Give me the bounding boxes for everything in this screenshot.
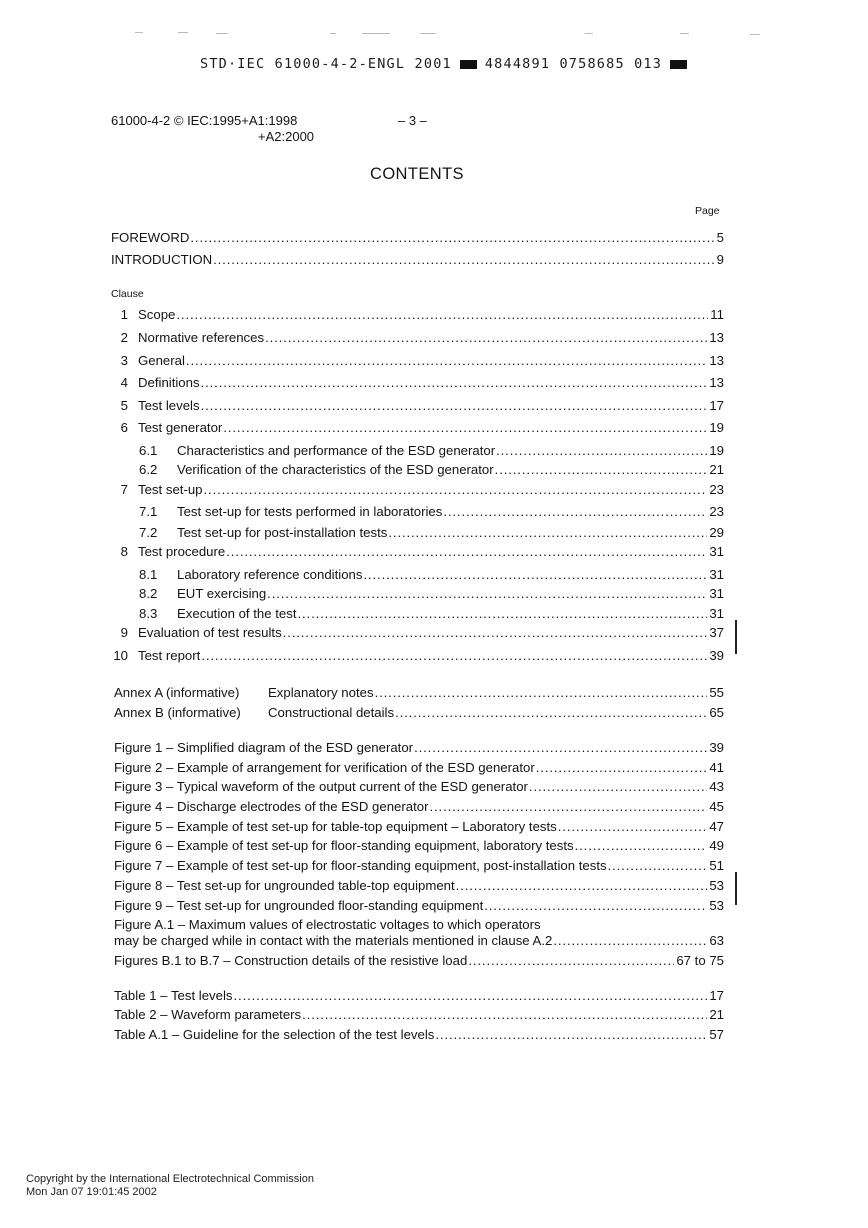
table-label: Table 2 – Waveform parameters xyxy=(114,1007,302,1022)
leader-dots xyxy=(575,837,708,854)
toc-subclause[interactable] xyxy=(111,524,724,541)
toc-entry-label: FOREWORD xyxy=(111,230,190,245)
clause-page: 31 xyxy=(709,586,724,601)
figure-label: Figure 9 – Test set-up for ungrounded floor-standing equipment xyxy=(114,898,484,913)
figure-label: Figure 6 – Example of test set-up for floor-standing equipment, laboratory tests xyxy=(114,838,574,853)
toc-figure[interactable] xyxy=(114,798,724,815)
annex-label: Annex A (informative) xyxy=(114,685,240,700)
clause-number: 6.2 xyxy=(139,462,158,477)
clause-number: 7.2 xyxy=(139,525,158,540)
toc-table[interactable] xyxy=(114,1026,724,1043)
clause-number: 2 xyxy=(120,330,128,345)
clause-page: 23 xyxy=(709,482,724,497)
scan-speck xyxy=(330,33,336,34)
leader-dots xyxy=(186,352,707,369)
clause-page: 19 xyxy=(709,443,724,458)
figure-label: Figure 8 – Test set-up for ungrounded table-top equipment xyxy=(114,878,455,893)
leader-dots xyxy=(204,481,708,498)
toc-entry-page: 9 xyxy=(716,252,724,267)
footer-timestamp: Mon Jan 07 19:01:45 2002 xyxy=(26,1186,157,1198)
clause-label: Test report xyxy=(138,648,201,663)
annex-page: 65 xyxy=(709,705,724,720)
leader-dots xyxy=(495,461,708,478)
doc-amendment: +A2:2000 xyxy=(258,129,315,144)
toc-entry-introduction[interactable] xyxy=(111,251,724,268)
clause-label: Test procedure xyxy=(138,544,226,559)
clause-page: 11 xyxy=(710,307,724,322)
toc-clause[interactable] xyxy=(111,624,724,641)
leader-dots xyxy=(395,704,707,721)
toc-subclause[interactable] xyxy=(111,503,724,520)
toc-subclause[interactable] xyxy=(111,585,724,602)
leader-dots xyxy=(302,1006,707,1023)
toc-figure[interactable] xyxy=(114,818,724,835)
leader-dots xyxy=(388,524,707,541)
scan-speck xyxy=(216,33,228,34)
leader-dots xyxy=(443,503,707,520)
scan-speck xyxy=(362,33,390,34)
stamp-numbers: 4844891 0758685 013 xyxy=(484,56,663,72)
scan-speck xyxy=(178,32,188,33)
toc-figure-a1[interactable] xyxy=(114,932,724,949)
toc-entry-page: 5 xyxy=(716,230,724,245)
toc-table[interactable] xyxy=(114,987,724,1004)
figure-page: 39 xyxy=(709,740,724,755)
toc-clause[interactable] xyxy=(111,306,724,323)
toc-figure[interactable] xyxy=(114,778,724,795)
leader-dots xyxy=(558,818,708,835)
clause-label: Verification of the characteristics of the ESD generator xyxy=(177,462,494,477)
toc-figure[interactable] xyxy=(114,739,724,756)
toc-clause[interactable] xyxy=(111,647,724,664)
toc-figure[interactable] xyxy=(114,837,724,854)
clause-number: 10 xyxy=(113,648,128,663)
doc-reference: 61000-4-2 © IEC:1995+A1:1998 xyxy=(111,113,298,128)
leader-dots xyxy=(267,585,707,602)
toc-clause[interactable] xyxy=(111,352,724,369)
toc-figure[interactable] xyxy=(114,759,724,776)
leader-dots xyxy=(496,442,707,459)
figure-page: 63 xyxy=(709,933,724,948)
leader-dots xyxy=(484,897,707,914)
clause-label: Normative references xyxy=(138,330,265,345)
table-label: Table A.1 – Guideline for the selection of the test levels xyxy=(114,1027,435,1042)
clause-number: 8.2 xyxy=(139,586,158,601)
page-title: CONTENTS xyxy=(370,165,464,183)
toc-table[interactable] xyxy=(114,1006,724,1023)
clause-label: Characteristics and performance of the ESD generator xyxy=(177,443,496,458)
leader-dots xyxy=(298,605,708,622)
leader-dots xyxy=(553,932,707,949)
figure-page: 67 to 75 xyxy=(676,953,724,968)
toc-figure[interactable] xyxy=(114,877,724,894)
scan-speck xyxy=(680,33,689,34)
leader-dots xyxy=(283,624,708,641)
clause-page: 31 xyxy=(709,567,724,582)
clause-heading: Clause xyxy=(111,288,144,300)
clause-number: 6 xyxy=(120,420,128,435)
clause-page: 37 xyxy=(709,625,724,640)
clause-page: 29 xyxy=(709,525,724,540)
clause-label: EUT exercising xyxy=(177,586,267,601)
clause-number: 6.1 xyxy=(139,443,158,458)
document-stamp xyxy=(200,56,695,72)
clause-label: General xyxy=(138,353,185,368)
clause-number: 3 xyxy=(120,353,128,368)
table-page: 57 xyxy=(709,1027,724,1042)
clause-page: 23 xyxy=(709,504,724,519)
figure-page: 49 xyxy=(709,838,724,853)
annex-title: Explanatory notes xyxy=(268,685,374,700)
clause-page: 13 xyxy=(709,375,724,390)
leader-dots xyxy=(435,1026,707,1043)
clause-number: 7.1 xyxy=(139,504,158,519)
leader-dots xyxy=(375,684,708,701)
toc-clause[interactable] xyxy=(111,374,724,391)
clause-label: Test generator xyxy=(138,420,223,435)
leader-dots xyxy=(414,739,707,756)
page-column-label: Page xyxy=(695,205,720,217)
toc-subclause[interactable] xyxy=(111,605,724,622)
clause-label: Test set-up for post-installation tests xyxy=(177,525,388,540)
figure-page: 51 xyxy=(709,858,724,873)
leader-dots xyxy=(176,306,708,323)
toc-figure-a1-line1: Figure A.1 – Maximum values of electrostatic voltages to which operators xyxy=(114,917,541,932)
leader-dots xyxy=(213,251,715,268)
clause-label: Execution of the test xyxy=(177,606,297,621)
leader-dots xyxy=(429,798,707,815)
toc-annex[interactable] xyxy=(114,684,724,701)
toc-clause[interactable] xyxy=(111,419,724,436)
clause-page: 39 xyxy=(709,648,724,663)
toc-subclause[interactable] xyxy=(111,461,724,478)
clause-page: 21 xyxy=(709,462,724,477)
toc-annex[interactable] xyxy=(114,704,724,721)
figure-page: 53 xyxy=(709,898,724,913)
clause-label: Test set-up xyxy=(138,482,203,497)
toc-figure[interactable] xyxy=(114,857,724,874)
footer-copyright: Copyright by the International Electrotechnical Commission xyxy=(26,1173,314,1185)
leader-dots xyxy=(223,419,707,436)
scan-speck xyxy=(750,34,760,35)
toc-entry-label: INTRODUCTION xyxy=(111,252,213,267)
redaction-block xyxy=(460,60,477,69)
leader-dots xyxy=(265,329,707,346)
clause-label: Test levels xyxy=(138,398,200,413)
clause-number: 8 xyxy=(120,544,128,559)
clause-label: Evaluation of test results xyxy=(138,625,282,640)
clause-number: 8.1 xyxy=(139,567,158,582)
toc-figure[interactable] xyxy=(114,897,724,914)
clause-number: 7 xyxy=(120,482,128,497)
leader-dots xyxy=(201,647,707,664)
toc-figures-b[interactable] xyxy=(114,952,724,969)
scan-speck xyxy=(420,33,436,34)
clause-number: 5 xyxy=(120,398,128,413)
clause-label: Laboratory reference conditions xyxy=(177,567,363,582)
toc-clause[interactable] xyxy=(111,481,724,498)
figure-label: may be charged while in contact with the materials mentioned in clause A.2 xyxy=(114,933,553,948)
annex-title: Constructional details xyxy=(268,705,395,720)
toc-clause[interactable] xyxy=(111,329,724,346)
annex-label: Annex B (informative) xyxy=(114,705,241,720)
toc-entry-foreword[interactable] xyxy=(111,229,724,246)
figure-label: Figure 3 – Typical waveform of the output current of the ESD generator xyxy=(114,779,528,794)
leader-dots xyxy=(468,952,674,969)
figure-label: Figure 5 – Example of test set-up for table-top equipment – Laboratory tests xyxy=(114,819,557,834)
clause-page: 17 xyxy=(709,398,724,413)
figure-page: 43 xyxy=(709,779,724,794)
clause-label: Test set-up for tests performed in laboratories xyxy=(177,504,443,519)
table-page: 17 xyxy=(709,988,724,1003)
figure-page: 53 xyxy=(709,878,724,893)
figure-page: 41 xyxy=(709,760,724,775)
clause-label: Scope xyxy=(138,307,176,322)
clause-number: 8.3 xyxy=(139,606,158,621)
clause-page: 31 xyxy=(709,606,724,621)
leader-dots xyxy=(201,374,708,391)
leader-dots xyxy=(456,877,708,894)
stamp-doc-code: STD·IEC 61000-4-2-ENGL 2001 xyxy=(200,56,452,72)
table-label: Table 1 – Test levels xyxy=(114,988,233,1003)
toc-subclause[interactable] xyxy=(111,442,724,459)
leader-dots xyxy=(234,987,708,1004)
leader-dots xyxy=(536,759,708,776)
leader-dots xyxy=(201,397,708,414)
clause-page: 13 xyxy=(709,353,724,368)
leader-dots xyxy=(363,566,707,583)
figure-page: 45 xyxy=(709,799,724,814)
change-bar xyxy=(735,620,737,654)
leader-dots xyxy=(226,543,707,560)
leader-dots xyxy=(608,857,708,874)
figure-label: Figure 1 – Simplified diagram of the ESD generator xyxy=(114,740,414,755)
clause-number: 1 xyxy=(120,307,128,322)
redaction-block xyxy=(670,60,687,69)
leader-dots xyxy=(529,778,707,795)
clause-number: 4 xyxy=(120,375,128,390)
toc-clause[interactable] xyxy=(111,543,724,560)
toc-subclause[interactable] xyxy=(111,566,724,583)
scan-speck xyxy=(585,33,593,34)
figure-label: Figure 2 – Example of arrangement for verification of the ESD generator xyxy=(114,760,535,775)
figure-label: Figure 7 – Example of test set-up for floor-standing equipment, post-installation tests xyxy=(114,858,607,873)
figure-label: Figures B.1 to B.7 – Construction details of the resistive load xyxy=(114,953,468,968)
toc-clause[interactable] xyxy=(111,397,724,414)
clause-label: Definitions xyxy=(138,375,200,390)
clause-page: 19 xyxy=(709,420,724,435)
leader-dots xyxy=(190,229,714,246)
scan-speck xyxy=(135,32,143,33)
clause-page: 13 xyxy=(709,330,724,345)
figure-page: 47 xyxy=(709,819,724,834)
clause-number: 9 xyxy=(120,625,128,640)
figure-label: Figure 4 – Discharge electrodes of the ESD generator xyxy=(114,799,429,814)
clause-page: 31 xyxy=(709,544,724,559)
table-page: 21 xyxy=(709,1007,724,1022)
page-number: – 3 – xyxy=(398,113,427,128)
annex-page: 55 xyxy=(709,685,724,700)
change-bar xyxy=(735,872,737,905)
